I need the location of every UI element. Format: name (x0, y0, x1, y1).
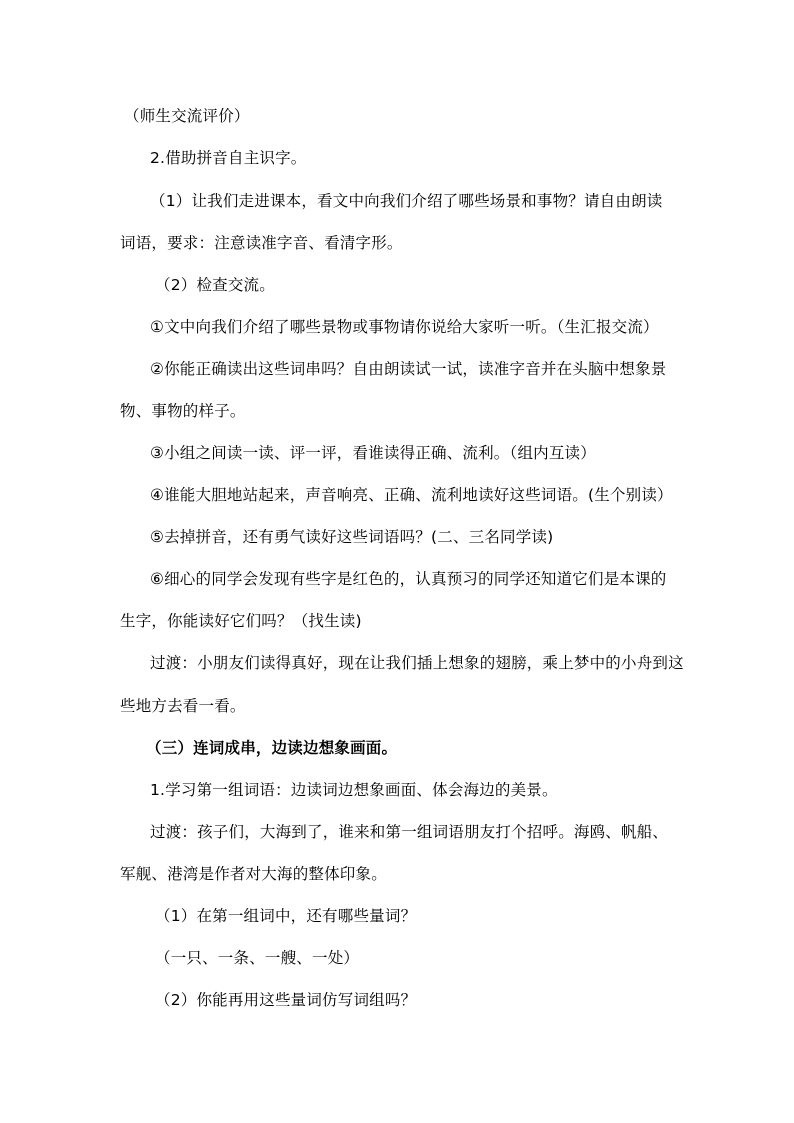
text-line: ②你能正确读出这些词串吗？自由朗读试一试，读准字音并在头脑中想象景 (150, 360, 667, 378)
text-line: 些地方去看一看。 (120, 697, 246, 715)
text-line: ①文中向我们介绍了哪些景物或事物请你说给大家听一听。（生汇报交流） (150, 318, 659, 336)
text-line: ⑥细心的同学会发现有些字是红色的，认真预习的同学还知道它们是本课的 (150, 570, 667, 588)
text-line: （师生交流评价） (124, 107, 250, 125)
text-line: 生字，你能读好它们吗？（找生读) (120, 612, 362, 630)
section-heading: （三）连词成串，边读边想象画面。 (146, 739, 398, 757)
text-line: ④谁能大胆地站起来，声音响亮、正确、流利地读好这些词语。(生个别读） (150, 486, 673, 504)
text-line: ③小组之间读一读、评一评，看谁读得正确、流利。（组内互读） (150, 444, 596, 462)
text-line: （2）检查交流。 (155, 276, 275, 294)
text-line: （1）让我们走进课本，看文中向我们介绍了哪些场景和事物？请自由朗读 (150, 192, 663, 210)
text-line: 1.学习第一组词语：边读词边想象画面、体会海边的美景。 (150, 781, 558, 799)
text-line: 过渡：孩子们，大海到了，谁来和第一组词语朋友打个招呼。海鸥、帆船、 (150, 823, 669, 841)
text-line: （一只、一条、一艘、一处） (155, 949, 360, 967)
text-line: （2）你能再用这些量词仿写词组吗？ (155, 991, 417, 1009)
text-line: （1）在第一组词中，还有哪些量词？ (155, 907, 417, 925)
text-line: 物、事物的样子。 (120, 402, 246, 420)
text-line: 过渡：小朋友们读得真好，现在让我们插上想象的翅膀，乘上梦中的小舟到这 (150, 654, 684, 672)
text-line: 词语，要求：注意读准字音、看清字形。 (120, 234, 403, 252)
text-line: 军舰、港湾是作者对大海的整体印象。 (120, 865, 387, 883)
text-line: 2.借助拼音自主识字。 (150, 149, 307, 167)
text-line: ⑤去掉拼音，还有勇气读好这些词语吗？(二、三名同学读) (150, 528, 554, 546)
